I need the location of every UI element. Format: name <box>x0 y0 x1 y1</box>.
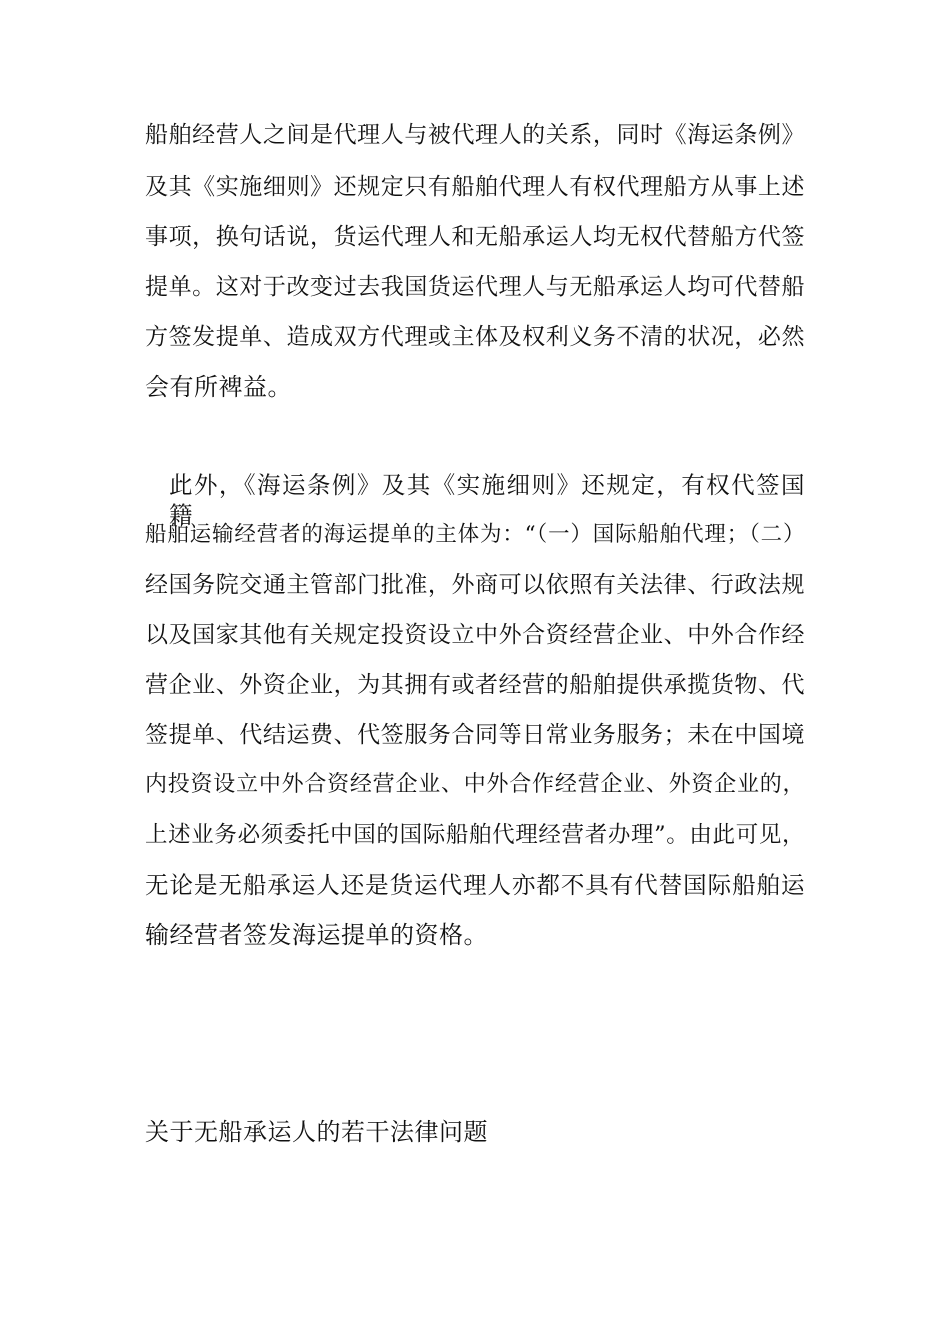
paragraph-1-line-6: 会有所裨益。 <box>145 373 292 401</box>
paragraph-2-line-3: 经国务院交通主管部门批准，外商可以依照有关法律、行政法规 <box>145 572 805 598</box>
paragraph-2-line-2: 船舶运输经营者的海运提单的主体为：“（一）国际船舶代理；（二） <box>145 522 805 547</box>
paragraph-2-line-7: 内投资设立中外合资经营企业、中外合作经营企业、外资企业的， <box>145 772 805 797</box>
paragraph-1-line-4: 提单。这对于改变过去我国货运代理人与无船承运人均可代替船 <box>145 274 805 300</box>
paragraph-1-line-1: 船舶经营人之间是代理人与被代理人的关系，同时《海运条例》 <box>145 122 805 148</box>
paragraph-2-line-10: 输经营者签发海运提单的资格。 <box>145 921 488 949</box>
paragraph-2-line-8: 上述业务必须委托中国的国际船舶代理经营者办理”。由此可见， <box>145 822 805 848</box>
paragraph-2-line-6: 签提单、代结运费、代签服务合同等日常业务服务；未在中国境 <box>145 722 805 748</box>
paragraph-2-line-5: 营企业、外资企业，为其拥有或者经营的船舶提供承揽货物、代 <box>145 672 805 698</box>
paragraph-1-line-5: 方签发提单、造成双方代理或主体及权利义务不清的状况，必然 <box>145 324 805 350</box>
paragraph-2-line-1: 此外，《海运条例》及其《实施细则》还规定，有权代签国籍 <box>169 471 805 529</box>
paragraph-2-line-4: 以及国家其他有关规定投资设立中外合资经营企业、中外合作经 <box>145 622 805 648</box>
paragraph-2-line-9: 无论是无船承运人还是货运代理人亦都不具有代替国际船舶运 <box>145 871 805 899</box>
paragraph-1-line-3: 事项，换句话说，货运代理人和无船承运人均无权代替船方代签 <box>145 224 805 250</box>
section-heading: 关于无船承运人的若干法律问题 <box>145 1118 488 1146</box>
paragraph-1-line-2: 及其《实施细则》还规定只有船舶代理人有权代理船方从事上述 <box>145 174 805 200</box>
